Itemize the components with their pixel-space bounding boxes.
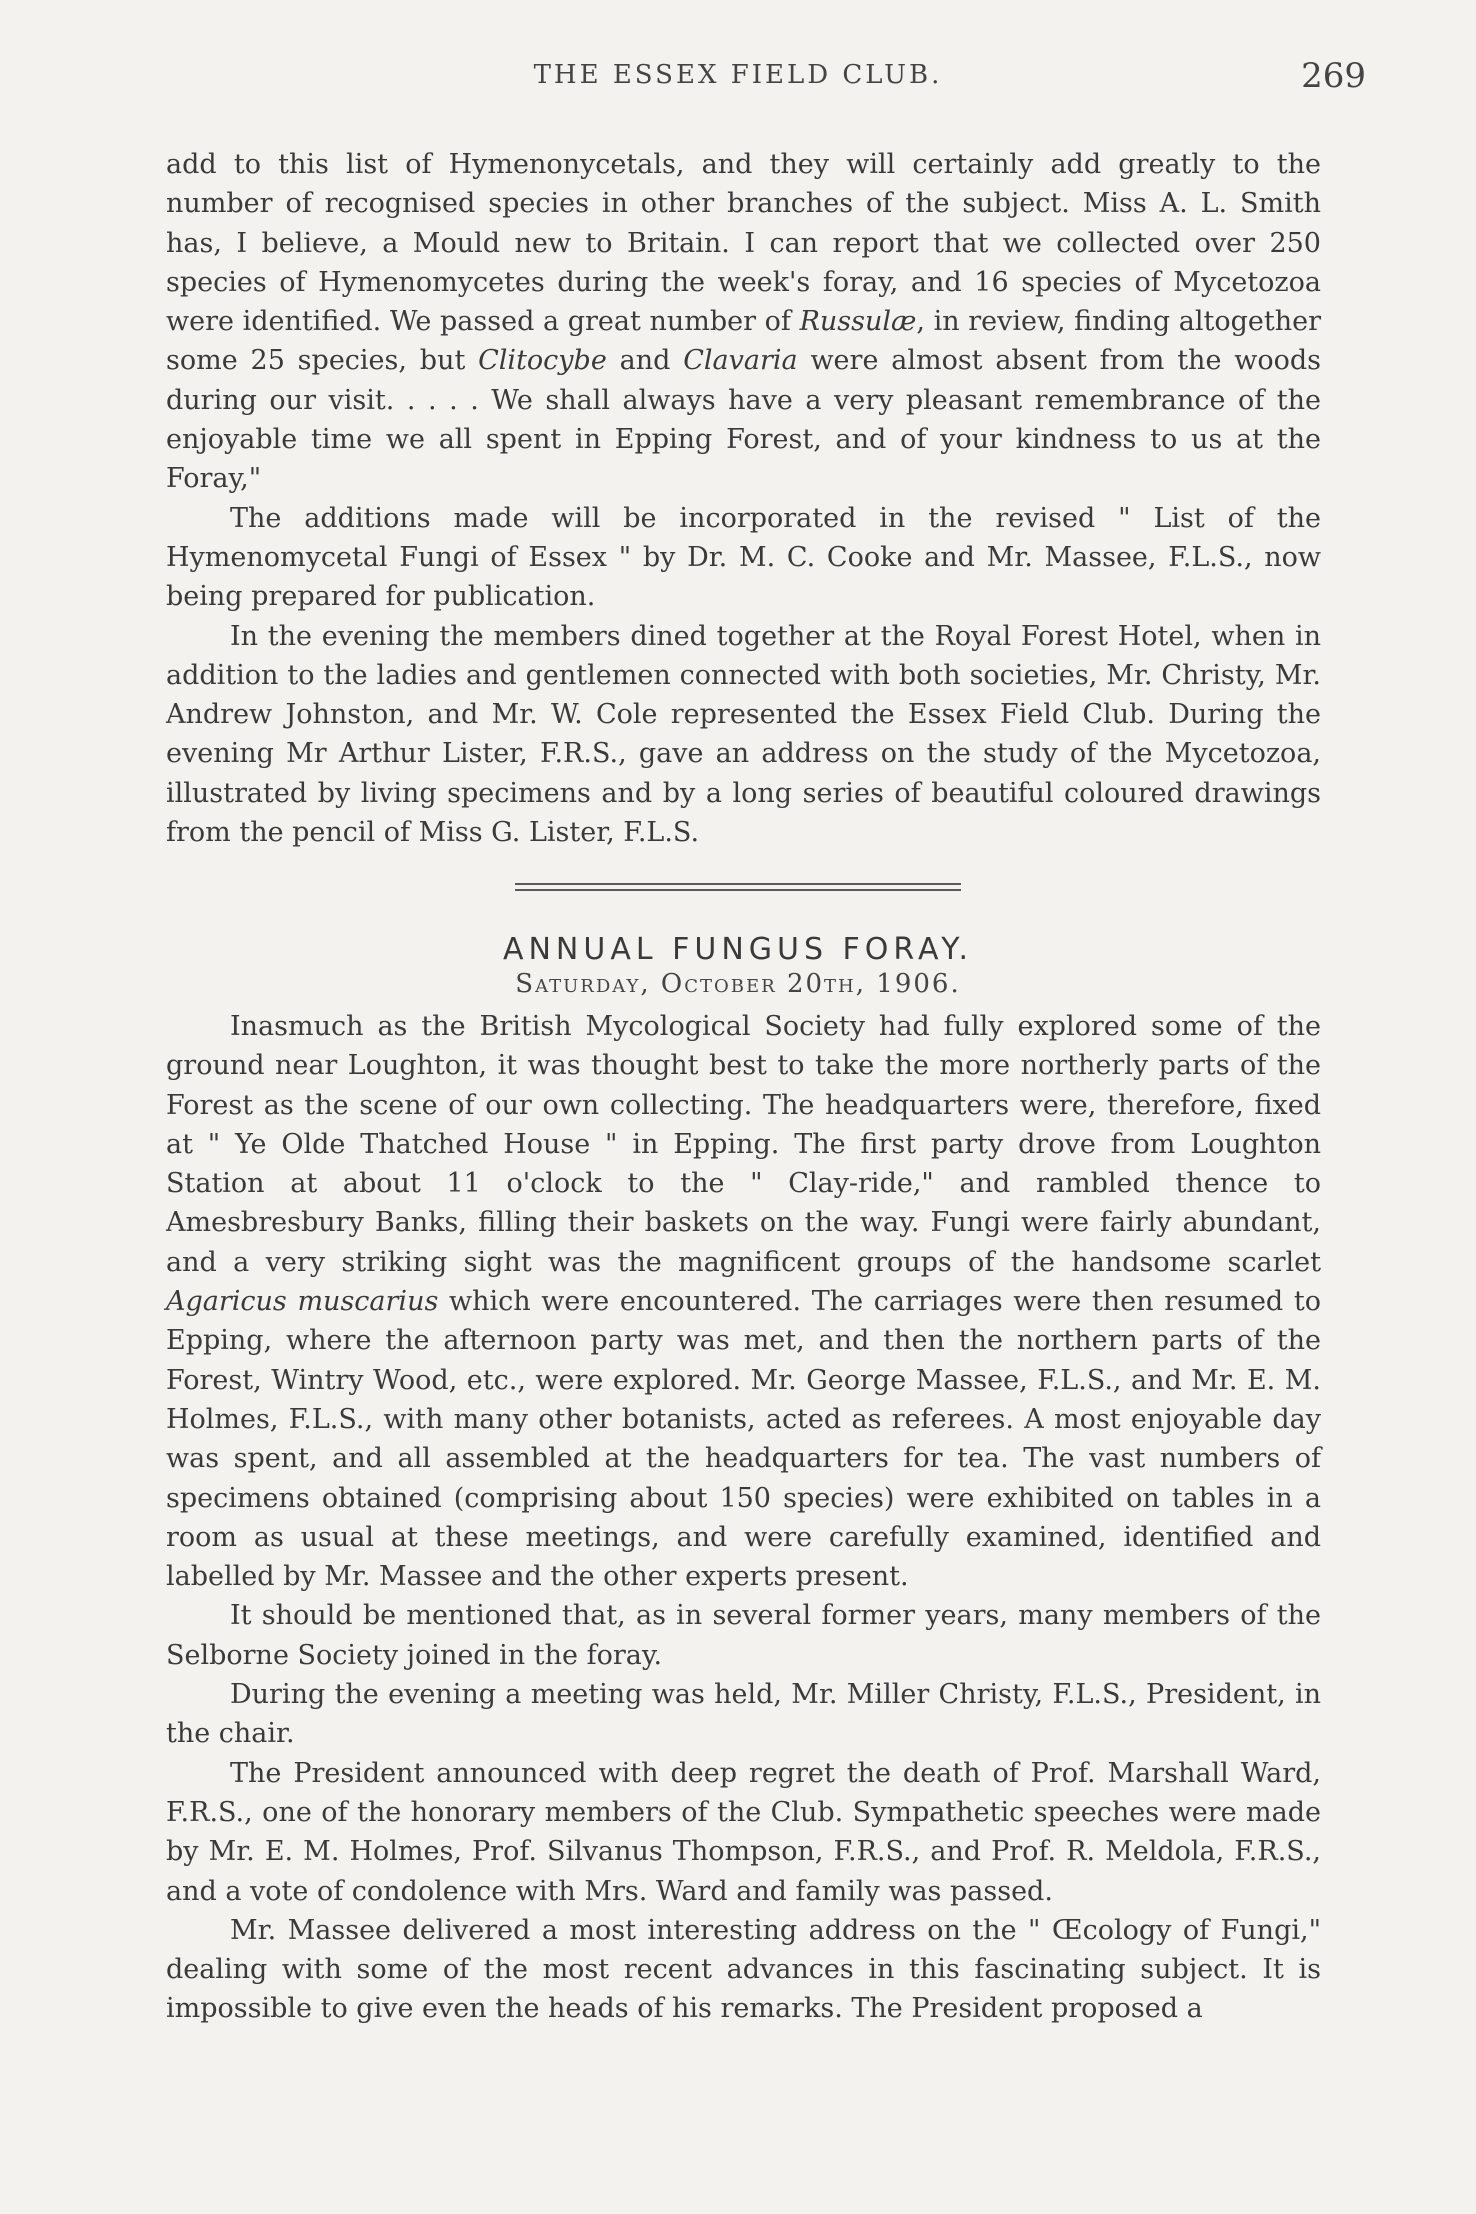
paragraph-selborne: It should be mentioned that, as in several former years, many members of the Selborne Society joined in the foray. (166, 1600, 1321, 1671)
species-name: Clavaria (683, 345, 798, 377)
paragraph-president: The President announced with deep regret the death of Prof. Marshall Ward, F.R.S., one of the honorary members of the Club. Sympathetic speeches were made by Mr. E. M. Holmes, Prof. Silvanus Thompson, F.R.S., and Prof. R. Meldola, F.R.S., and a vote of condolence with Mrs. Ward and family was passed. (166, 1757, 1321, 1907)
paragraph-address: Mr. Massee delivered a most interesting address on the " Œcology of Fungi," dealing with some of the most recent advances in this fascinating subject. It is impossible to give even the heads of his remarks. The President proposed a (166, 1914, 1321, 2025)
species-name: Russulæ (799, 306, 917, 338)
text-run: which were encountered. The carriages were then resumed to Epping, where the afternoon party was met, and then the northern parts of the Forest, Wintry Wood, etc., were explored. Mr. George Massee, F.L.S., and Mr. E. M. Holmes, F.L.S., with many other botanists, acted as referees. A most enjoyable day was spent, and all assembled at the headquarters for tea. The vast numbers of specimens obtained (comprising about 150 species) were exhibited on tables in a room as usual at these meetings, and were carefully examined, identified and labelled by Mr. Massee and the other experts present. (166, 1286, 1321, 1593)
species-name: Clitocybe (478, 345, 607, 377)
text-run: and (606, 345, 684, 377)
text-run: were almost absent from the woods during our visit. . . . . We shall always have a very pleasant remembrance of the enjoyable time we all spent in Epping Forest, and of your kindness to us at the Foray," (166, 345, 1321, 495)
paragraph-continued (166, 145, 1321, 499)
paragraph-evening-dinner: In the evening the members dined together at the Royal Forest Hotel, when in addition to the ladies and gentlemen connected with both societies, Mr. Christy, Mr. Andrew Johnston, and Mr. W. Cole represented the Essex Field Club. During the evening Mr Arthur Lister, F.R.S., gave an address on the study of the Mycetozoa, illustrated by living specimens and by a long series of beautiful coloured drawings from the pencil of Miss G. Lister, F.L.S. (166, 620, 1321, 849)
paragraph-foray (166, 1007, 1321, 1596)
section-title: ANNUAL FUNGUS FORAY. (502, 932, 974, 967)
paragraph-meeting: During the evening a meeting was held, Mr. Miller Christy, F.L.S., President, in the chair. (166, 1679, 1321, 1750)
running-title: THE ESSEX FIELD CLUB. (533, 60, 943, 90)
section-date: Saturday, October 20th, 1906. (515, 969, 961, 999)
text-run: add to this list of Hymenonycetals, and they will certainly add greatly to the number of recognised species in other branches of the subject. Miss A. L. Smith has, I believe, a Mould new to Britain. I can report that we collected over 250 species of Hymenomycetes during the week's foray, and 16 species of Mycetozoa were identified. We passed a great number of (166, 149, 1321, 338)
species-name: Agaricus muscarius (166, 1286, 439, 1318)
paragraph-additions: The additions made will be incorporated in the revised " List of the Hymenomycetal Fungi of Essex " by Dr. M. C. Cooke and Mr. Massee, F.L.S., now being prepared for publication. (166, 502, 1321, 613)
top-section (166, 145, 1321, 852)
foray-section (166, 1007, 1321, 2029)
text-run: , in review, finding altogether some 25 species, but (166, 306, 1321, 377)
section-divider (515, 883, 961, 895)
text-run: Inasmuch as the British Mycological Society had fully explored some of the ground near Loughton, it was thought best to take the more northerly parts of the Forest as the scene of our own collecting. The headquarters were, therefore, fixed at " Ye Olde Thatched House " in Epping. The first party drove from Loughton Station at about 11 o'clock to the " Clay-ride," and rambled thence to Amesbresbury Banks, filling their baskets on the way. Fungi were fairly abundant, and a very striking sight was the magnificent groups of the handsome scarlet (166, 1011, 1321, 1278)
page-number: 269 (1301, 56, 1366, 96)
